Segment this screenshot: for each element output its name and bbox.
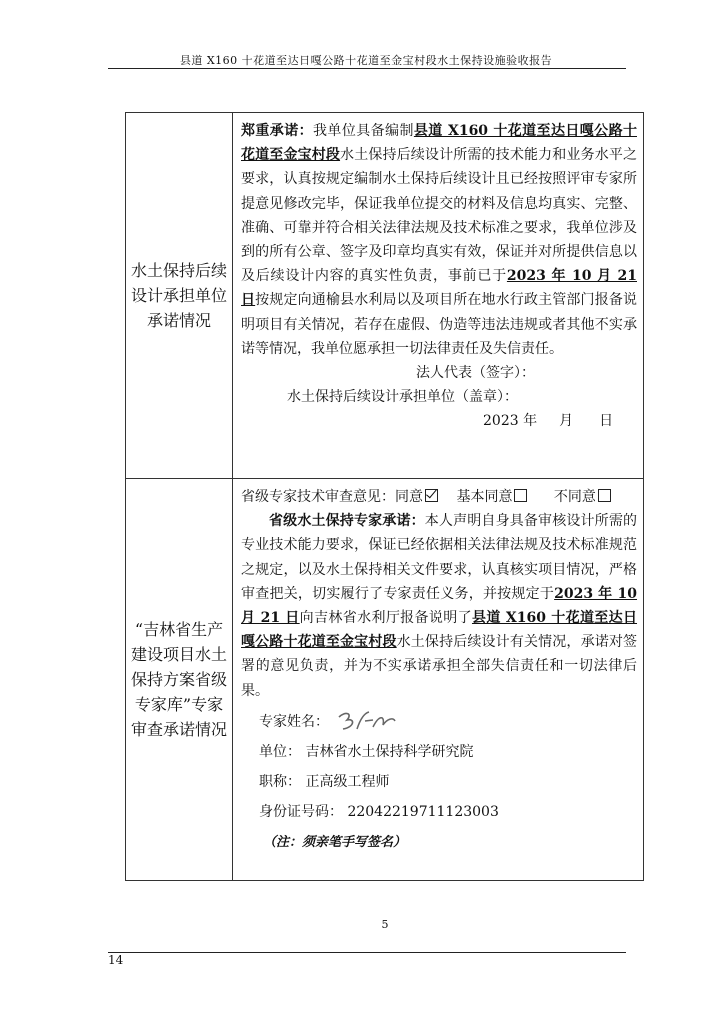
- section2-paragraph: [241, 509, 637, 703]
- section1-paragraph: [241, 119, 637, 361]
- commitment-table: [125, 112, 644, 881]
- section2-content: [233, 479, 644, 881]
- section2-lead: 省级水土保持专家承诺：: [269, 513, 425, 530]
- signature-note: （注：须亲笔手写签名）: [263, 834, 407, 850]
- date-year: 2023 年: [483, 413, 538, 430]
- section1-lead: 郑重承诺：: [241, 123, 314, 139]
- page-number: 5: [381, 918, 389, 931]
- footer-number: 14: [108, 953, 124, 967]
- table-row: [126, 113, 644, 479]
- expert-name-line: [241, 707, 637, 737]
- expert-title: 职称： 正高级工程师: [259, 773, 390, 790]
- section2-project-name: 县道 X160 十花道至达日嘎公路十花道至金宝村段: [241, 610, 638, 651]
- table-row: [126, 479, 644, 881]
- date-month: 月: [559, 413, 574, 430]
- expert-unit: 单位： 吉林省水土保持科学研究院: [259, 743, 474, 760]
- section2-text-c: 水土保持后续设计有关情况，承诺对签署的意见负责，并为不实承诺承担全部失信责任和一切法律后果。: [241, 634, 638, 699]
- section1-text-a: 我单位具备编制: [313, 123, 414, 139]
- opt-agree: 同意: [395, 489, 423, 505]
- opinion-line: [241, 485, 637, 509]
- date-day: 日: [599, 413, 614, 430]
- handwritten-signature: [335, 709, 399, 735]
- expert-name-label: 专家姓名：: [259, 713, 329, 730]
- section1-text-b: 水土保持后续设计所需的技术能力和业务水平之要求，认真按规定编制水土保持后续设计且已经按照评审专家所提意见修改完毕，保证我单位提交的材料及信息均真实、完整、准确、可靠并符合相关法律法规及技术标准之要求，我单位涉及到的所有公章、签字及印章均真实有效，保证并对所提供信息以及后续设计内容的真实性负责，事前已于: [241, 147, 638, 285]
- checked-box-icon: [425, 489, 438, 502]
- section1-text-c: 按规定向通榆县水利局以及项目所在地水行政主管部门报备说明项目有关情况，若存在虚假、伪造等违法违规或者其他不实承诺等情况，我单位愿承担一切法律责任及失信责任。: [241, 292, 638, 357]
- opinion-label: 省级专家技术审查意见：: [241, 489, 395, 505]
- section1-date: 2023 年 10 月 21 日: [241, 268, 637, 309]
- footer-rule: [108, 952, 626, 953]
- section2-date: 2023 年 10 月 21 日: [241, 585, 638, 627]
- empty-box-icon: [514, 489, 527, 502]
- section1-project-name: 县道 X160 十花道至达日嘎公路十花道至金宝村段: [241, 123, 637, 164]
- header-rule: [108, 68, 626, 69]
- section2-text-a: 本人声明自身具备审核设计所需的专业技术能力要求，保证已经依据相关法律法规及技术标准规范之规定，以及水土保持相关文件要求，认真核实项目情况，严格审查把关，切实履行了专家责任义务，并按规定于: [241, 513, 638, 602]
- expert-id: 身份证号码： 22042219711123003: [259, 803, 499, 820]
- section2-text-b: 向吉林省水利厅报备说明了: [299, 610, 472, 627]
- unit-seal-label: 水土保持后续设计承担单位（盖章）：: [287, 389, 518, 406]
- header-title: 县道 X160 十花道至达日嘎公路十花道至金宝村段水土保持设施验收报告: [179, 54, 553, 67]
- empty-box-icon: [598, 489, 611, 502]
- legal-rep-label: 法人代表（签字）：: [416, 365, 535, 382]
- section1-date-line: [241, 409, 637, 433]
- opt-basic: 基本同意: [456, 489, 513, 505]
- opt-disagree: 不同意: [553, 489, 596, 505]
- section1-label: 水土保持后续设计承担单位承诺情况: [126, 113, 233, 479]
- section2-label: “吉林省生产建设项目水土保持方案省级专家库”专家审查承诺情况: [126, 479, 233, 881]
- section1-content: [233, 113, 644, 479]
